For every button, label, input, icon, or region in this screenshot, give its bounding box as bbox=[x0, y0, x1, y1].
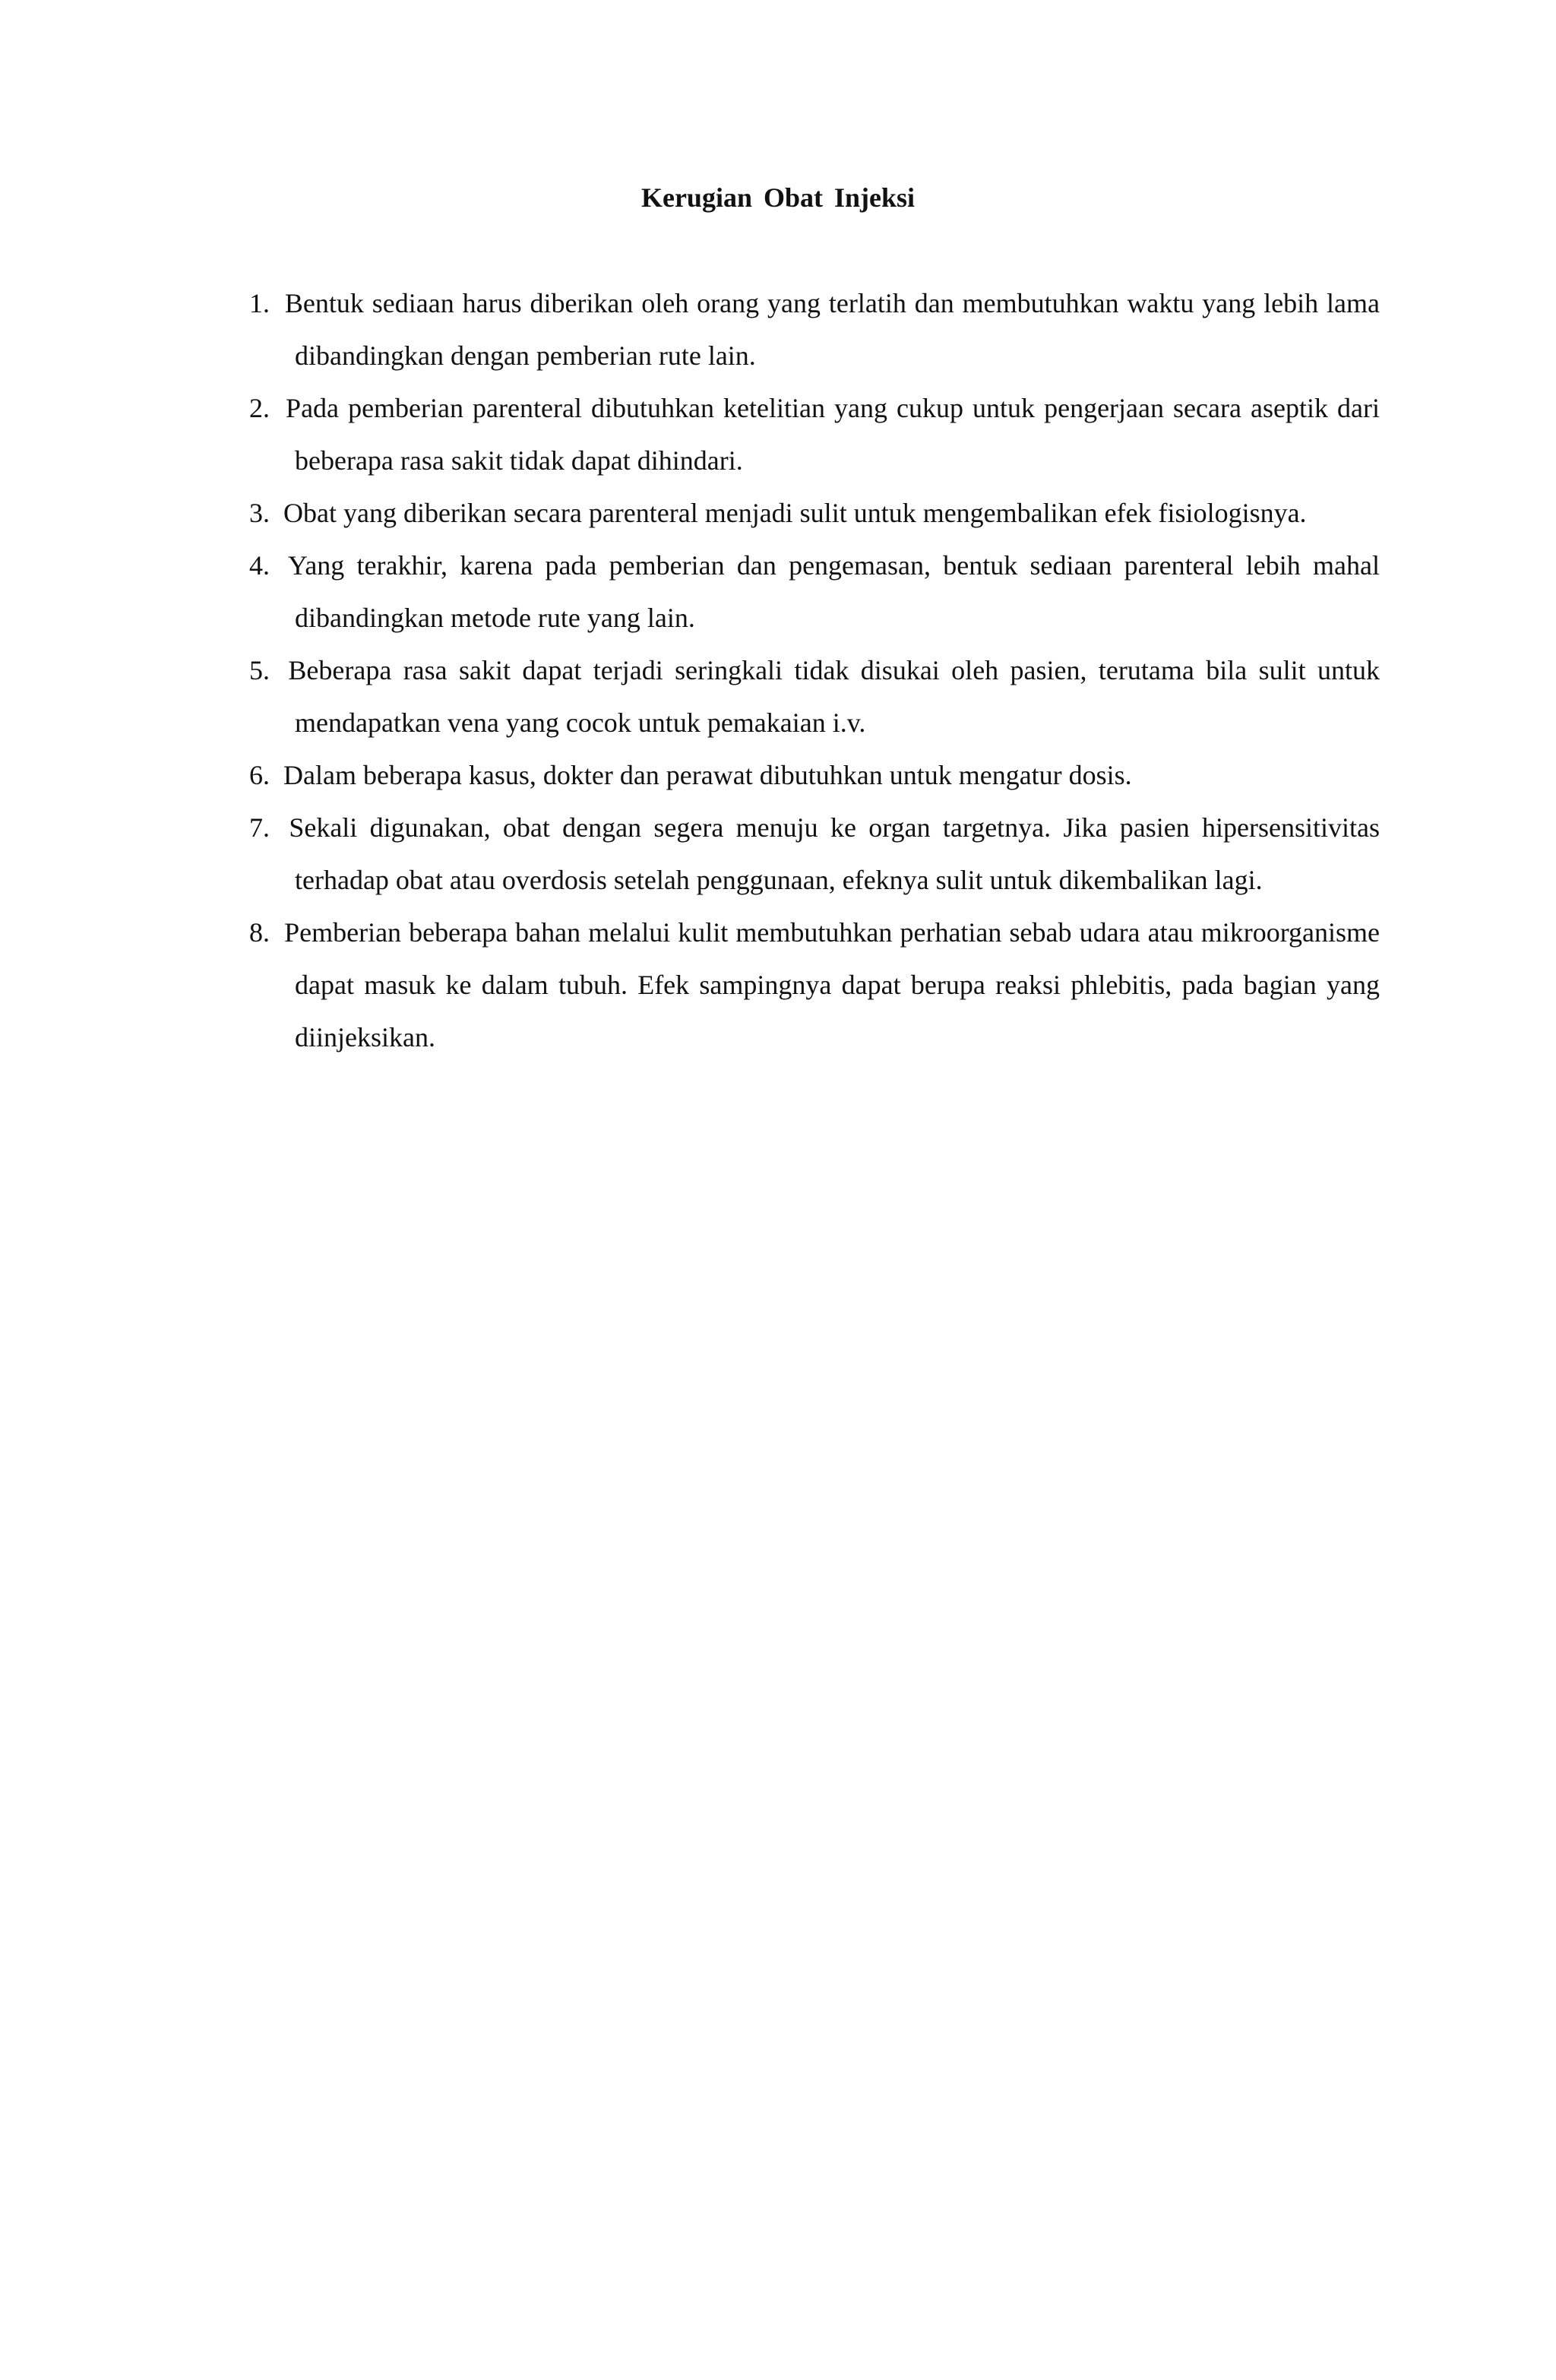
item-number: 2. bbox=[249, 393, 277, 423]
item-text: Obat yang diberikan secara parenteral menjadi sulit untuk mengembalikan efek fisiologisnya. bbox=[283, 498, 1307, 528]
item-text: Sekali digunakan, obat dengan segera menuju ke organ targetnya. Jika pasien hipersensitivitas terhadap obat atau overdosis setelah penggunaan, efeknya sulit untuk dikembalikan lagi. bbox=[289, 812, 1380, 895]
numbered-list bbox=[249, 277, 1380, 1064]
list-item bbox=[249, 277, 1380, 382]
list-item bbox=[249, 749, 1380, 802]
item-number: 7. bbox=[249, 812, 277, 843]
list-item bbox=[249, 540, 1380, 644]
page-title: Kerugian Obat Injeksi bbox=[640, 182, 916, 213]
item-number: 1. bbox=[249, 288, 277, 318]
list-item bbox=[249, 644, 1380, 749]
item-text: Pemberian beberapa bahan melalui kulit membutuhkan perhatian sebab udara atau mikroorganisme dapat masuk ke dalam tubuh. Efek sampingnya dapat berupa reaksi phlebitis, pada bagian yang diinjeksikan. bbox=[284, 917, 1380, 1052]
list-item bbox=[249, 382, 1380, 487]
list-item bbox=[249, 487, 1380, 540]
list-item bbox=[249, 802, 1380, 907]
item-text: Bentuk sediaan harus diberikan oleh orang yang terlatih dan membutuhkan waktu yang lebih lama dibandingkan dengan pemberian rute lain. bbox=[284, 288, 1380, 371]
item-number: 3. bbox=[249, 498, 277, 528]
item-number: 5. bbox=[249, 655, 277, 685]
item-number: 8. bbox=[249, 917, 277, 948]
list-item bbox=[249, 907, 1380, 1064]
item-text: Pada pemberian parenteral dibutuhkan ketelitian yang cukup untuk pengerjaan secara aseptik dari beberapa rasa sakit tidak dapat dihindari. bbox=[286, 393, 1380, 476]
item-number: 4. bbox=[249, 550, 277, 581]
item-text: Dalam beberapa kasus, dokter dan perawat dibutuhkan untuk mengatur dosis. bbox=[283, 760, 1132, 790]
item-text: Beberapa rasa sakit dapat terjadi seringkali tidak disukai oleh pasien, terutama bila sulit untuk mendapatkan vena yang cocok untuk pemakaian i.v. bbox=[288, 655, 1380, 738]
item-text: Yang terakhir, karena pada pemberian dan pengemasan, bentuk sediaan parenteral lebih mahal dibandingkan metode rute yang lain. bbox=[287, 550, 1380, 633]
item-number: 6. bbox=[249, 760, 277, 790]
